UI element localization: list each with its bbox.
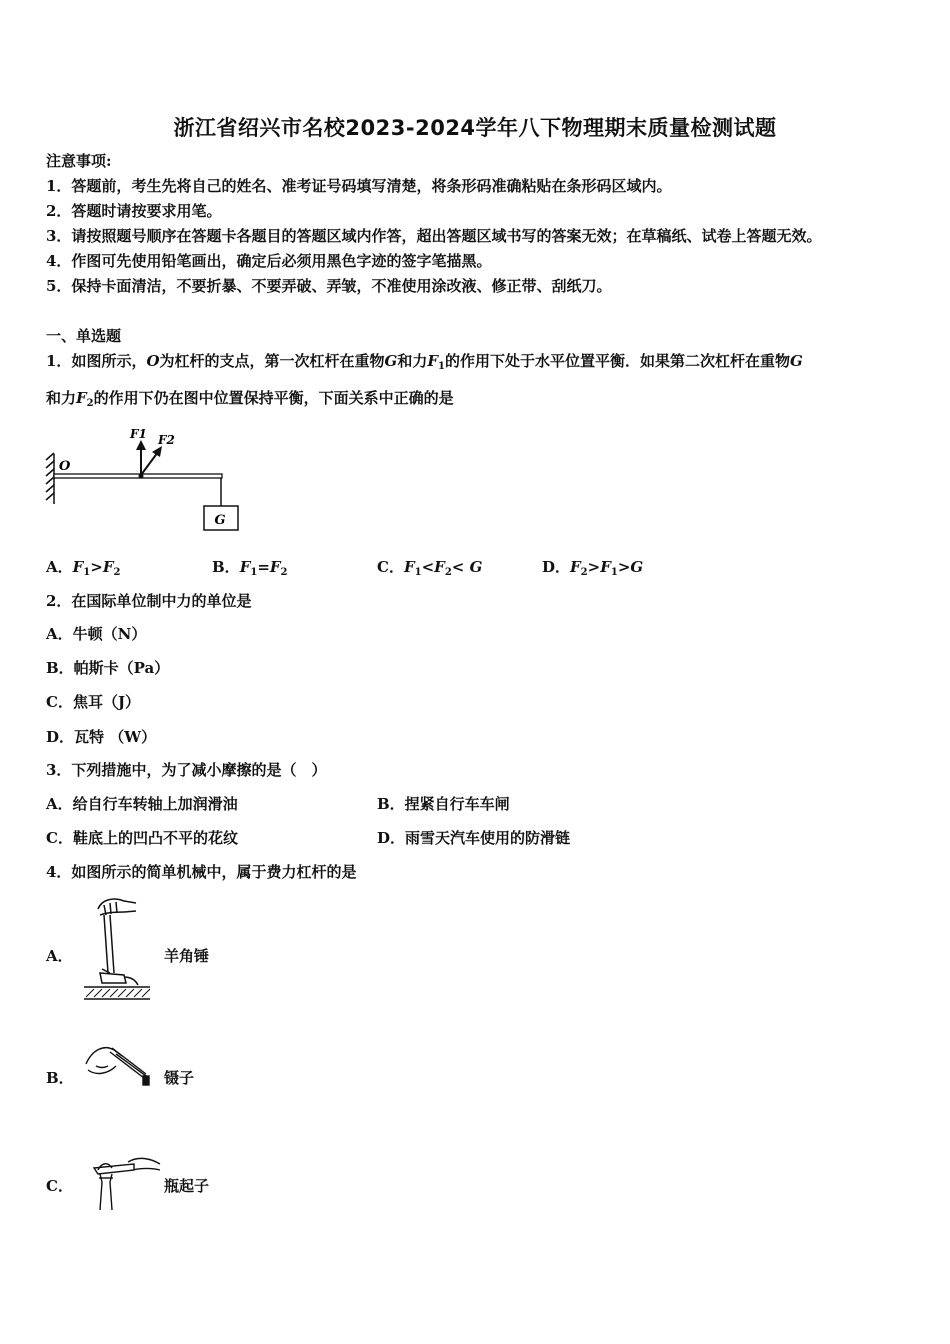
q1-option-b[interactable]: B．$F_1=F_2$ <box>212 558 288 578</box>
q1-stem-line1 <box>46 351 803 371</box>
notice-item: 1．答题前，考生先将自己的姓名、准考证号码填写清楚，将条形码准确粘贴在条形码区域内。 <box>46 177 672 195</box>
q2-option-a[interactable]: A．牛顿（N） <box>46 625 147 643</box>
q1-text: 和力 <box>397 352 428 370</box>
q2-stem: 2．在国际单位制中力的单位是 <box>46 592 252 610</box>
q1-stem-line2 <box>46 388 454 408</box>
q4-option-a-letter[interactable]: A． <box>46 947 73 965</box>
q4-option-c-letter[interactable]: C． <box>46 1177 73 1195</box>
q1-option-d[interactable]: D．$F_2>F_1>G$ <box>542 558 644 578</box>
page-title: 浙江省绍兴市名校2023-2024学年八下物理期末质量检测试题 <box>173 116 777 140</box>
q4-option-a-label[interactable]: 羊角锤 <box>164 947 210 965</box>
notice-item: 3．请按照题号顺序在答题卡各题目的答题区域内作答，超出答题区域书写的答案无效；在草稿纸、试卷上答题无效。 <box>46 227 822 245</box>
q2-option-b[interactable]: B．帕斯卡（Pa） <box>46 659 170 677</box>
q3-option-d[interactable]: D．雨雪天汽车使用的防滑链 <box>377 829 571 847</box>
tweezers-icon <box>82 1036 157 1090</box>
q1-text: 的作用下仍在图中位置保持平衡，下面关系中正确的是 <box>93 389 454 407</box>
q4-stem: 4．如图所示的简单机械中，属于费力杠杆的是 <box>46 863 357 881</box>
label-f1: F1 <box>130 427 147 441</box>
section-heading: 一、单选题 <box>46 327 122 345</box>
q1-var-g: G <box>790 352 803 370</box>
q2-option-c[interactable]: C．焦耳（J） <box>46 693 141 711</box>
q1-text: 和力 <box>46 389 77 407</box>
bottle-opener-icon <box>88 1152 163 1212</box>
notice-heading: 注意事项: <box>46 152 112 170</box>
q1-var-o: O <box>146 352 160 370</box>
wall-support <box>46 453 54 504</box>
label-o: O <box>59 459 71 474</box>
q1-text: 的作用下处于水平位置平衡．如果第二次杠杆在重物 <box>445 352 791 370</box>
q4-option-b-letter[interactable]: B． <box>46 1069 74 1087</box>
label-f2: F2 <box>158 433 175 447</box>
notice-item: 4．作图可先使用铅笔画出，确定后必须用黑色字迹的签字笔描黑。 <box>46 252 492 270</box>
q1-sub: 2 <box>86 398 94 409</box>
q2-option-d[interactable]: D．瓦特 （W） <box>46 728 157 746</box>
q1-text: 为杠杆的支点，第一次杠杆在重物 <box>159 352 385 370</box>
q1-var-g: G <box>384 352 398 370</box>
q3-stem: 3．下列措施中，为了减小摩擦的是（ ） <box>46 761 327 779</box>
lever-bar <box>54 474 222 478</box>
q1-sub: 1 <box>438 361 445 372</box>
q4-option-b-label[interactable]: 镊子 <box>164 1069 195 1087</box>
q1-text: 如图所示， <box>71 352 147 370</box>
notice-item: 5．保持卡面清洁，不要折暴、不要弄破、弄皱，不准使用涂改液、修正带、刮纸刀。 <box>46 277 612 295</box>
claw-hammer-icon <box>80 893 155 1005</box>
q1-option-c[interactable]: C．$F_1<F_2< G$ <box>377 558 483 578</box>
q1-var-f1: F <box>427 352 439 370</box>
q3-option-a[interactable]: A．给自行车转轴上加润滑油 <box>46 795 238 813</box>
q3-option-b[interactable]: B．捏紧自行车车闸 <box>377 795 510 813</box>
lever-diagram <box>40 420 250 535</box>
q1-var-f2: F <box>76 389 87 407</box>
label-g: G <box>214 513 226 528</box>
q1-number: 1． <box>46 352 72 370</box>
q1-option-a[interactable]: A．$F_1>F_2$ <box>46 558 121 578</box>
q3-option-c[interactable]: C．鞋底上的凹凸不平的花纹 <box>46 829 238 847</box>
q4-option-c-label[interactable]: 瓶起子 <box>164 1177 210 1195</box>
notice-item: 2．答题时请按要求用笔。 <box>46 202 222 220</box>
